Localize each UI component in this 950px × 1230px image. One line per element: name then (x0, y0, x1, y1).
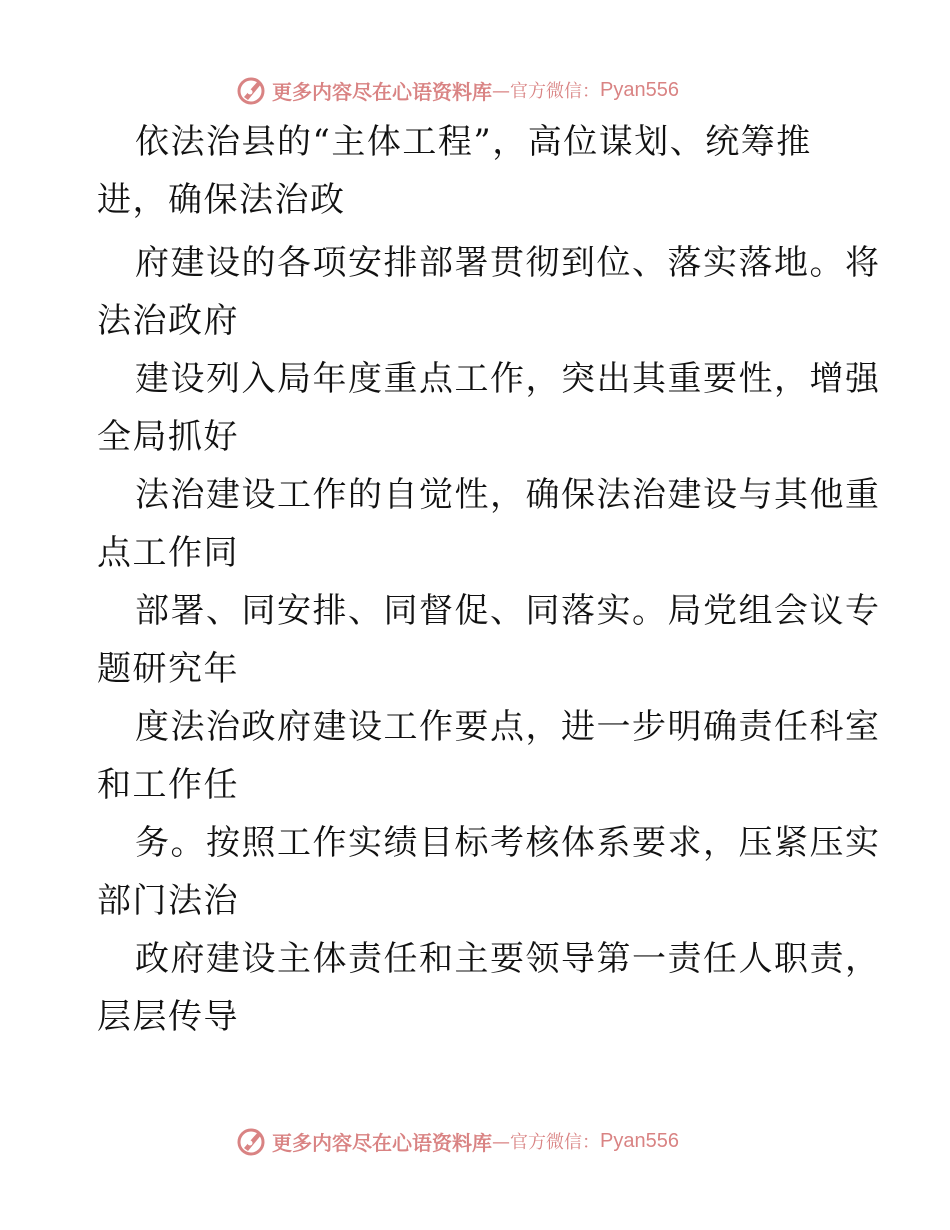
banner-main-text: 更多内容尽在心语资料库 (272, 1130, 492, 1155)
footer-banner (234, 1123, 679, 1159)
body-line: 进，确保法治政 (97, 180, 346, 220)
pen-logo-icon (234, 73, 268, 107)
body-line: 法治建设工作的自觉性，确保法治建设与其他重 (135, 475, 881, 515)
body-line: 建设列入局年度重点工作，突出其重要性，增强 (135, 359, 881, 399)
body-line: 部署、同安排、同督促、同落实。局党组会议专 (135, 591, 881, 631)
body-line: 点工作同 (97, 533, 239, 573)
body-line: 部门法治 (97, 881, 239, 921)
pen-logo-icon (234, 1124, 268, 1158)
body-line: 和工作任 (97, 765, 239, 805)
body-line: 依法治县的“主体工程”，高位谋划、统筹推 (135, 122, 812, 162)
body-line: 层层传导 (97, 997, 239, 1037)
body-line: 政府建设主体责任和主要领导第一责任人职责， (135, 939, 881, 979)
banner-main-text: 更多内容尽在心语资料库 (272, 79, 492, 104)
banner-wechat-handle: Pyan556 (600, 1129, 679, 1152)
banner-separator-text: —官方微信： (492, 1132, 600, 1153)
body-line: 度法治政府建设工作要点，进一步明确责任科室 (135, 707, 881, 747)
body-line: 法治政府 (97, 301, 239, 341)
header-banner (234, 72, 679, 108)
body-line: 府建设的各项安排部署贯彻到位、落实落地。将 (135, 243, 881, 283)
body-line: 务。按照工作实绩目标考核体系要求，压紧压实 (135, 823, 881, 863)
banner-wechat-handle: Pyan556 (600, 78, 679, 101)
body-line: 题研究年 (97, 649, 239, 689)
banner-separator-text: —官方微信： (492, 81, 600, 102)
body-line: 全局抓好 (97, 417, 239, 457)
